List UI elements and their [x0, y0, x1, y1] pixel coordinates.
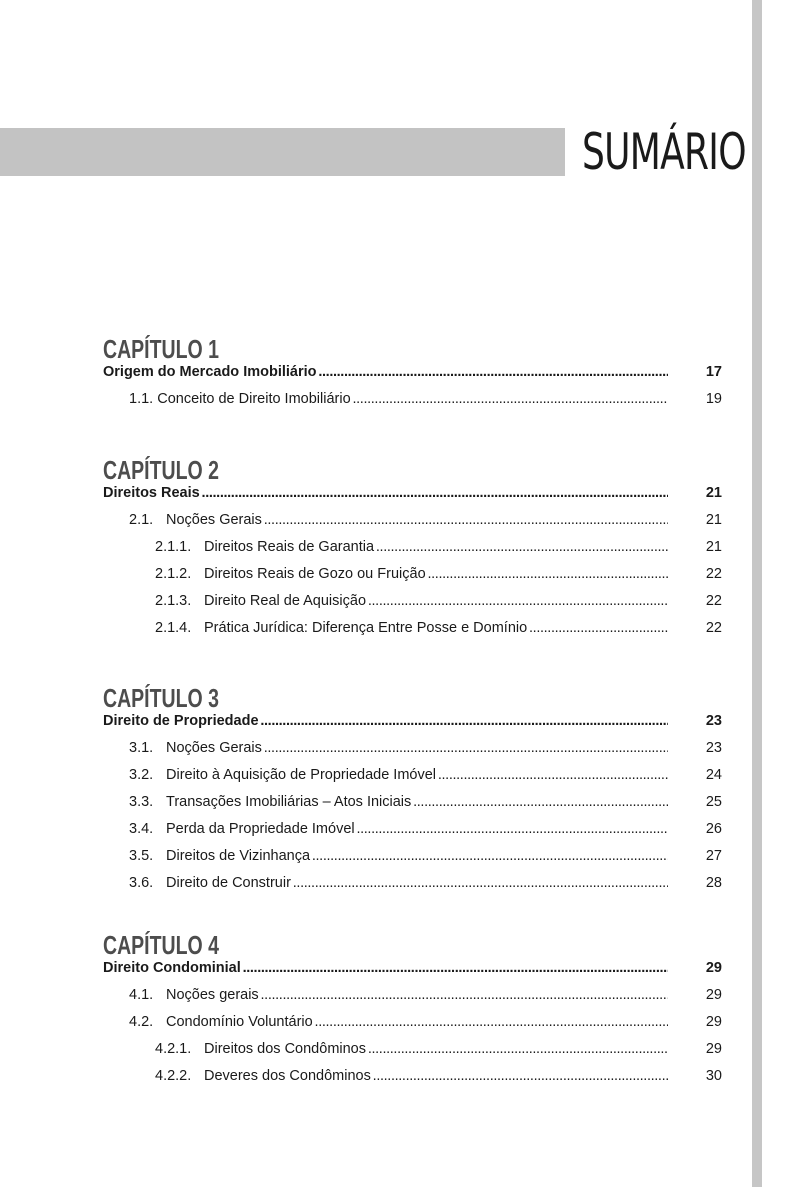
page-number: 23	[705, 740, 722, 756]
toc-chapter-title[interactable]: Origem do Mercado Imobiliário . . . 17	[0, 361, 800, 383]
toc-entry[interactable]: 3.2. Direito à Aquisição de Propriedade Imóvel . . . 24	[0, 764, 800, 786]
page-number: 21	[705, 485, 722, 501]
toc-entry[interactable]: 2.1. Noções Gerais . . . 21	[0, 509, 800, 531]
toc-entry[interactable]: 3.3. Transações Imobiliárias – Atos Iniciais . . . 25	[0, 791, 800, 813]
page-number: 21	[705, 512, 722, 528]
page-number: 30	[705, 1068, 722, 1084]
toc-entry[interactable]: 3.4. Perda da Propriedade Imóvel . . . 26	[0, 818, 800, 840]
page-number: 28	[705, 875, 722, 891]
toc-subentry[interactable]: 2.1.3. Direito Real de Aquisição . . . 22	[0, 590, 800, 612]
page-number: 29	[705, 987, 722, 1003]
toc-entry[interactable]: 4.2. Condomínio Voluntário . . . 29	[0, 1011, 800, 1033]
page-number: 22	[705, 593, 722, 609]
page-number: 22	[705, 566, 722, 582]
page-number: 26	[705, 821, 722, 837]
page-number: 25	[705, 794, 722, 810]
toc-chapter-title[interactable]: Direitos Reais . . . 21	[0, 482, 800, 504]
chapter-heading: CAPÍTULO 1	[103, 334, 219, 364]
toc-subentry[interactable]: 2.1.4. Prática Jurídica: Diferença Entre Posse e Domínio . . . 22	[0, 617, 800, 639]
page-number: 23	[705, 713, 722, 729]
toc-entry[interactable]: 4.1. Noções gerais . . . 29	[0, 984, 800, 1006]
page-number: 29	[705, 1041, 722, 1057]
page-number: 27	[705, 848, 722, 864]
toc-entry[interactable]: 3.1. Noções Gerais . . . 23	[0, 737, 800, 759]
toc-entry[interactable]: 3.5. Direitos de Vizinhança . . . 27	[0, 845, 800, 867]
chapter-heading: CAPÍTULO 3	[103, 683, 219, 713]
toc-entry[interactable]: 1.1. Conceito de Direito Imobiliário . . . 19	[0, 388, 800, 410]
toc-entry[interactable]: 3.6. Direito de Construir . . . 28	[0, 872, 800, 894]
chapter-heading: CAPÍTULO 2	[103, 455, 219, 485]
toc-subentry[interactable]: 4.2.1. Direitos dos Condôminos . . . 29	[0, 1038, 800, 1060]
page-number: 17	[705, 364, 722, 380]
page-title: SUMÁRIO	[582, 123, 746, 181]
page-number: 24	[705, 767, 722, 783]
page-number: 22	[705, 620, 722, 636]
toc-chapter-title[interactable]: Direito Condominial . . . 29	[0, 957, 800, 979]
toc-chapter-title[interactable]: Direito de Propriedade . . . 23	[0, 710, 800, 732]
toc-subentry[interactable]: 2.1.2. Direitos Reais de Gozo ou Fruição . . . 22	[0, 563, 800, 585]
chapter-heading: CAPÍTULO 4	[103, 930, 219, 960]
toc-subentry[interactable]: 2.1.1. Direitos Reais de Garantia . . . 21	[0, 536, 800, 558]
toc-subentry[interactable]: 4.2.2. Deveres dos Condôminos . . . 30	[0, 1065, 800, 1087]
title-band	[0, 128, 565, 176]
page-number: 29	[705, 1014, 722, 1030]
page-number: 29	[705, 960, 722, 976]
page-number: 21	[705, 539, 722, 555]
page-number: 19	[705, 391, 722, 407]
